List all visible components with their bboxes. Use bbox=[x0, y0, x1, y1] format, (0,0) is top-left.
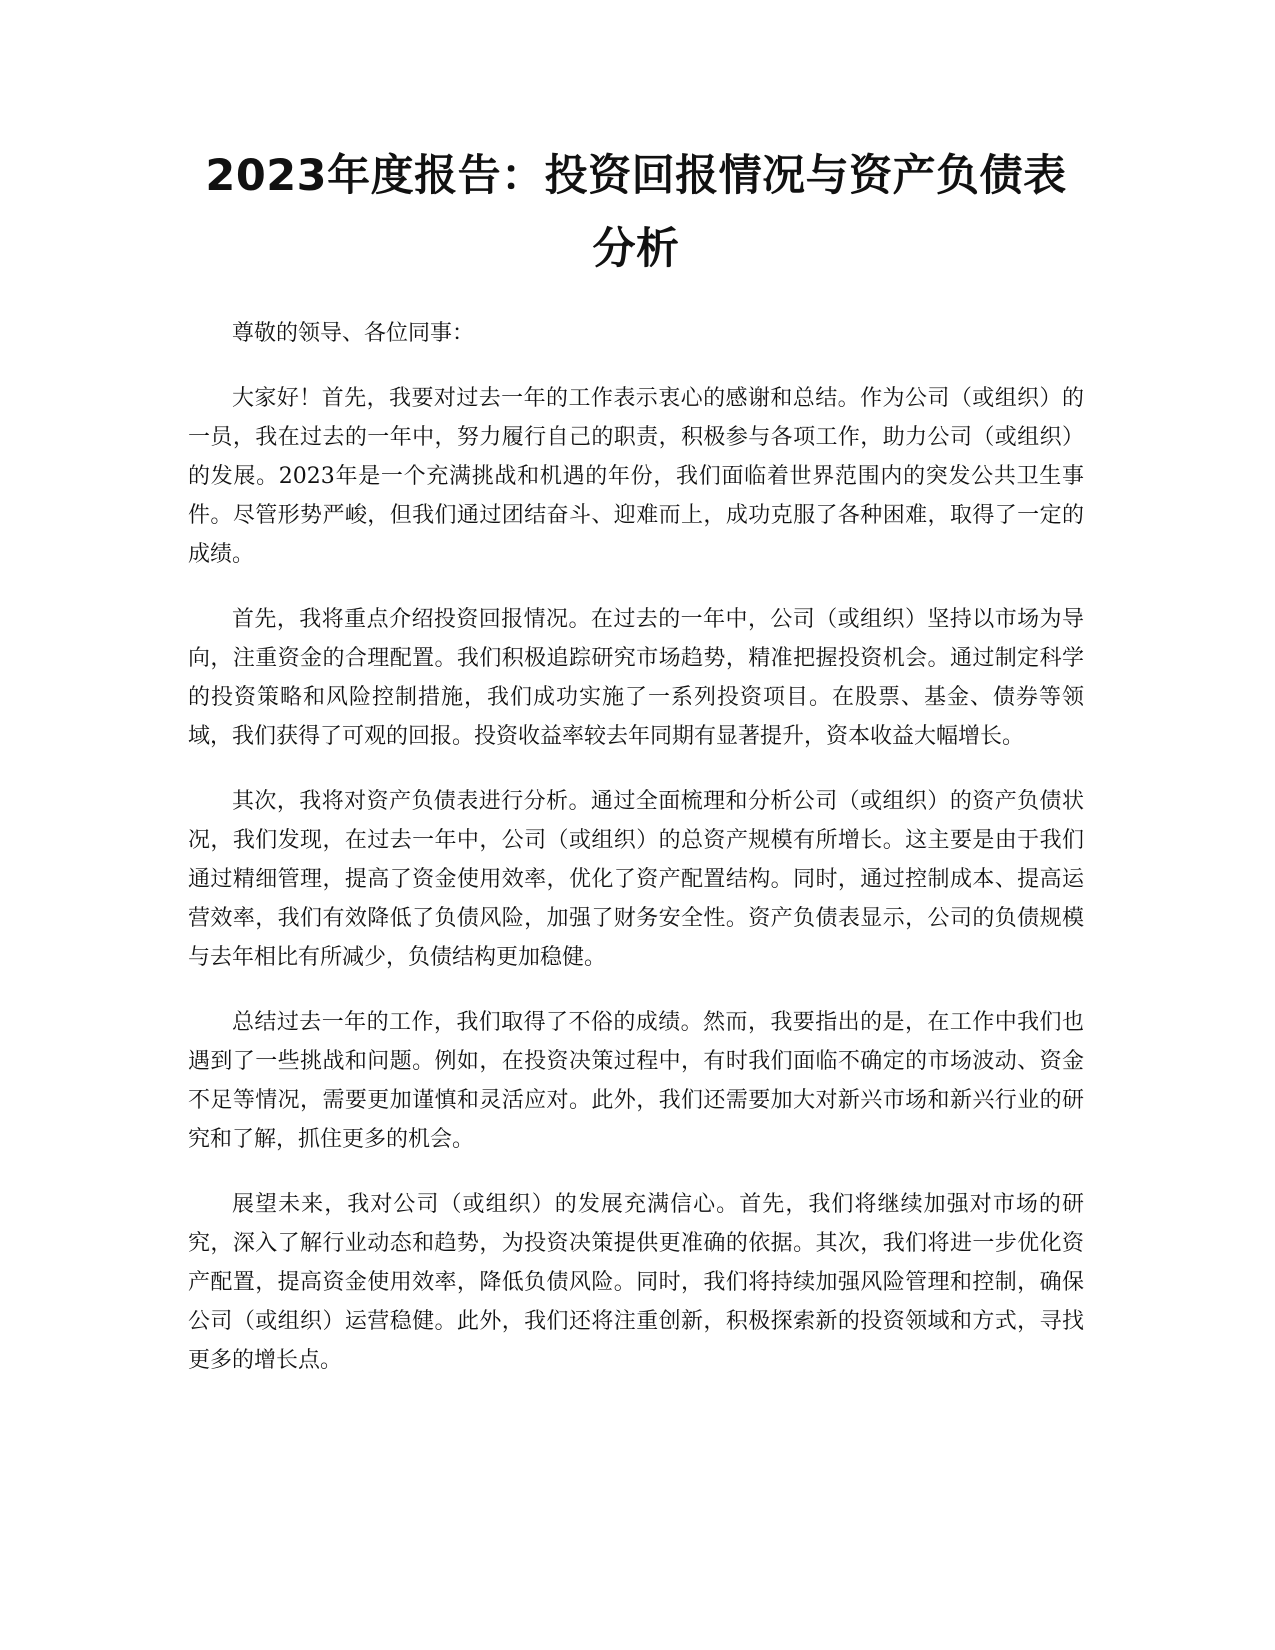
paragraph-4: 总结过去一年的工作，我们取得了不俗的成绩。然而，我要指出的是，在工作中我们也遇到了一些挑战和问题。例如，在投资决策过程中，有时我们面临不确定的市场波动、资金不足等情况，需要更加谨慎和灵活应对。此外，我们还需要加大对新兴市场和新兴行业的研究和了解，抓住更多的机会。 bbox=[188, 1010, 1084, 1152]
paragraph-5: 展望未来，我对公司（或组织）的发展充满信心。首先，我们将继续加强对市场的研究，深入了解行业动态和趋势，为投资决策提供更准确的依据。其次，我们将进一步优化资产配置，提高资金使用效率，降低负债风险。同时，我们将持续加强风险管理和控制，确保公司（或组织）运营稳健。此外，我们还将注重创新，积极探索新的投资领域和方式，寻找更多的增长点。 bbox=[188, 1192, 1084, 1373]
paragraph-2: 首先，我将重点介绍投资回报情况。在过去的一年中，公司（或组织）坚持以市场为导向，注重资金的合理配置。我们积极追踪研究市场趋势，精准把握投资机会。通过制定科学的投资策略和风险控制措施，我们成功实施了一系列投资项目。在股票、基金、债券等领域，我们获得了可观的回报。投资收益率较去年同期有显著提升，资本收益大幅增长。 bbox=[188, 607, 1084, 749]
paragraph-3: 其次，我将对资产负债表进行分析。通过全面梳理和分析公司（或组织）的资产负债状况，我们发现，在过去一年中，公司（或组织）的总资产规模有所增长。这主要是由于我们通过精细管理，提高了资金使用效率，优化了资产配置结构。同时，通过控制成本、提高运营效率，我们有效降低了负债风险，加强了财务安全性。资产负债表显示，公司的负债规模与去年相比有所减少，负债结构更加稳健。 bbox=[188, 789, 1084, 970]
paragraph-1: 大家好！首先，我要对过去一年的工作表示衷心的感谢和总结。作为公司（或组织）的一员，我在过去的一年中，努力履行自己的职责，积极参与各项工作，助力公司（或组织）的发展。2023年是一个充满挑战和机遇的年份，我们面临着世界范围内的突发公共卫生事件。尽管形势严峻，但我们通过团结奋斗、迎难而上，成功克服了各种困难，取得了一定的成绩。 bbox=[188, 386, 1084, 567]
document-title bbox=[188, 140, 1084, 286]
title-line-2: 分析 bbox=[592, 224, 680, 274]
title-line-1: 2023年度报告：投资回报情况与资产负债表 bbox=[205, 151, 1067, 201]
greeting: 尊敬的领导、各位同事： bbox=[232, 321, 475, 346]
